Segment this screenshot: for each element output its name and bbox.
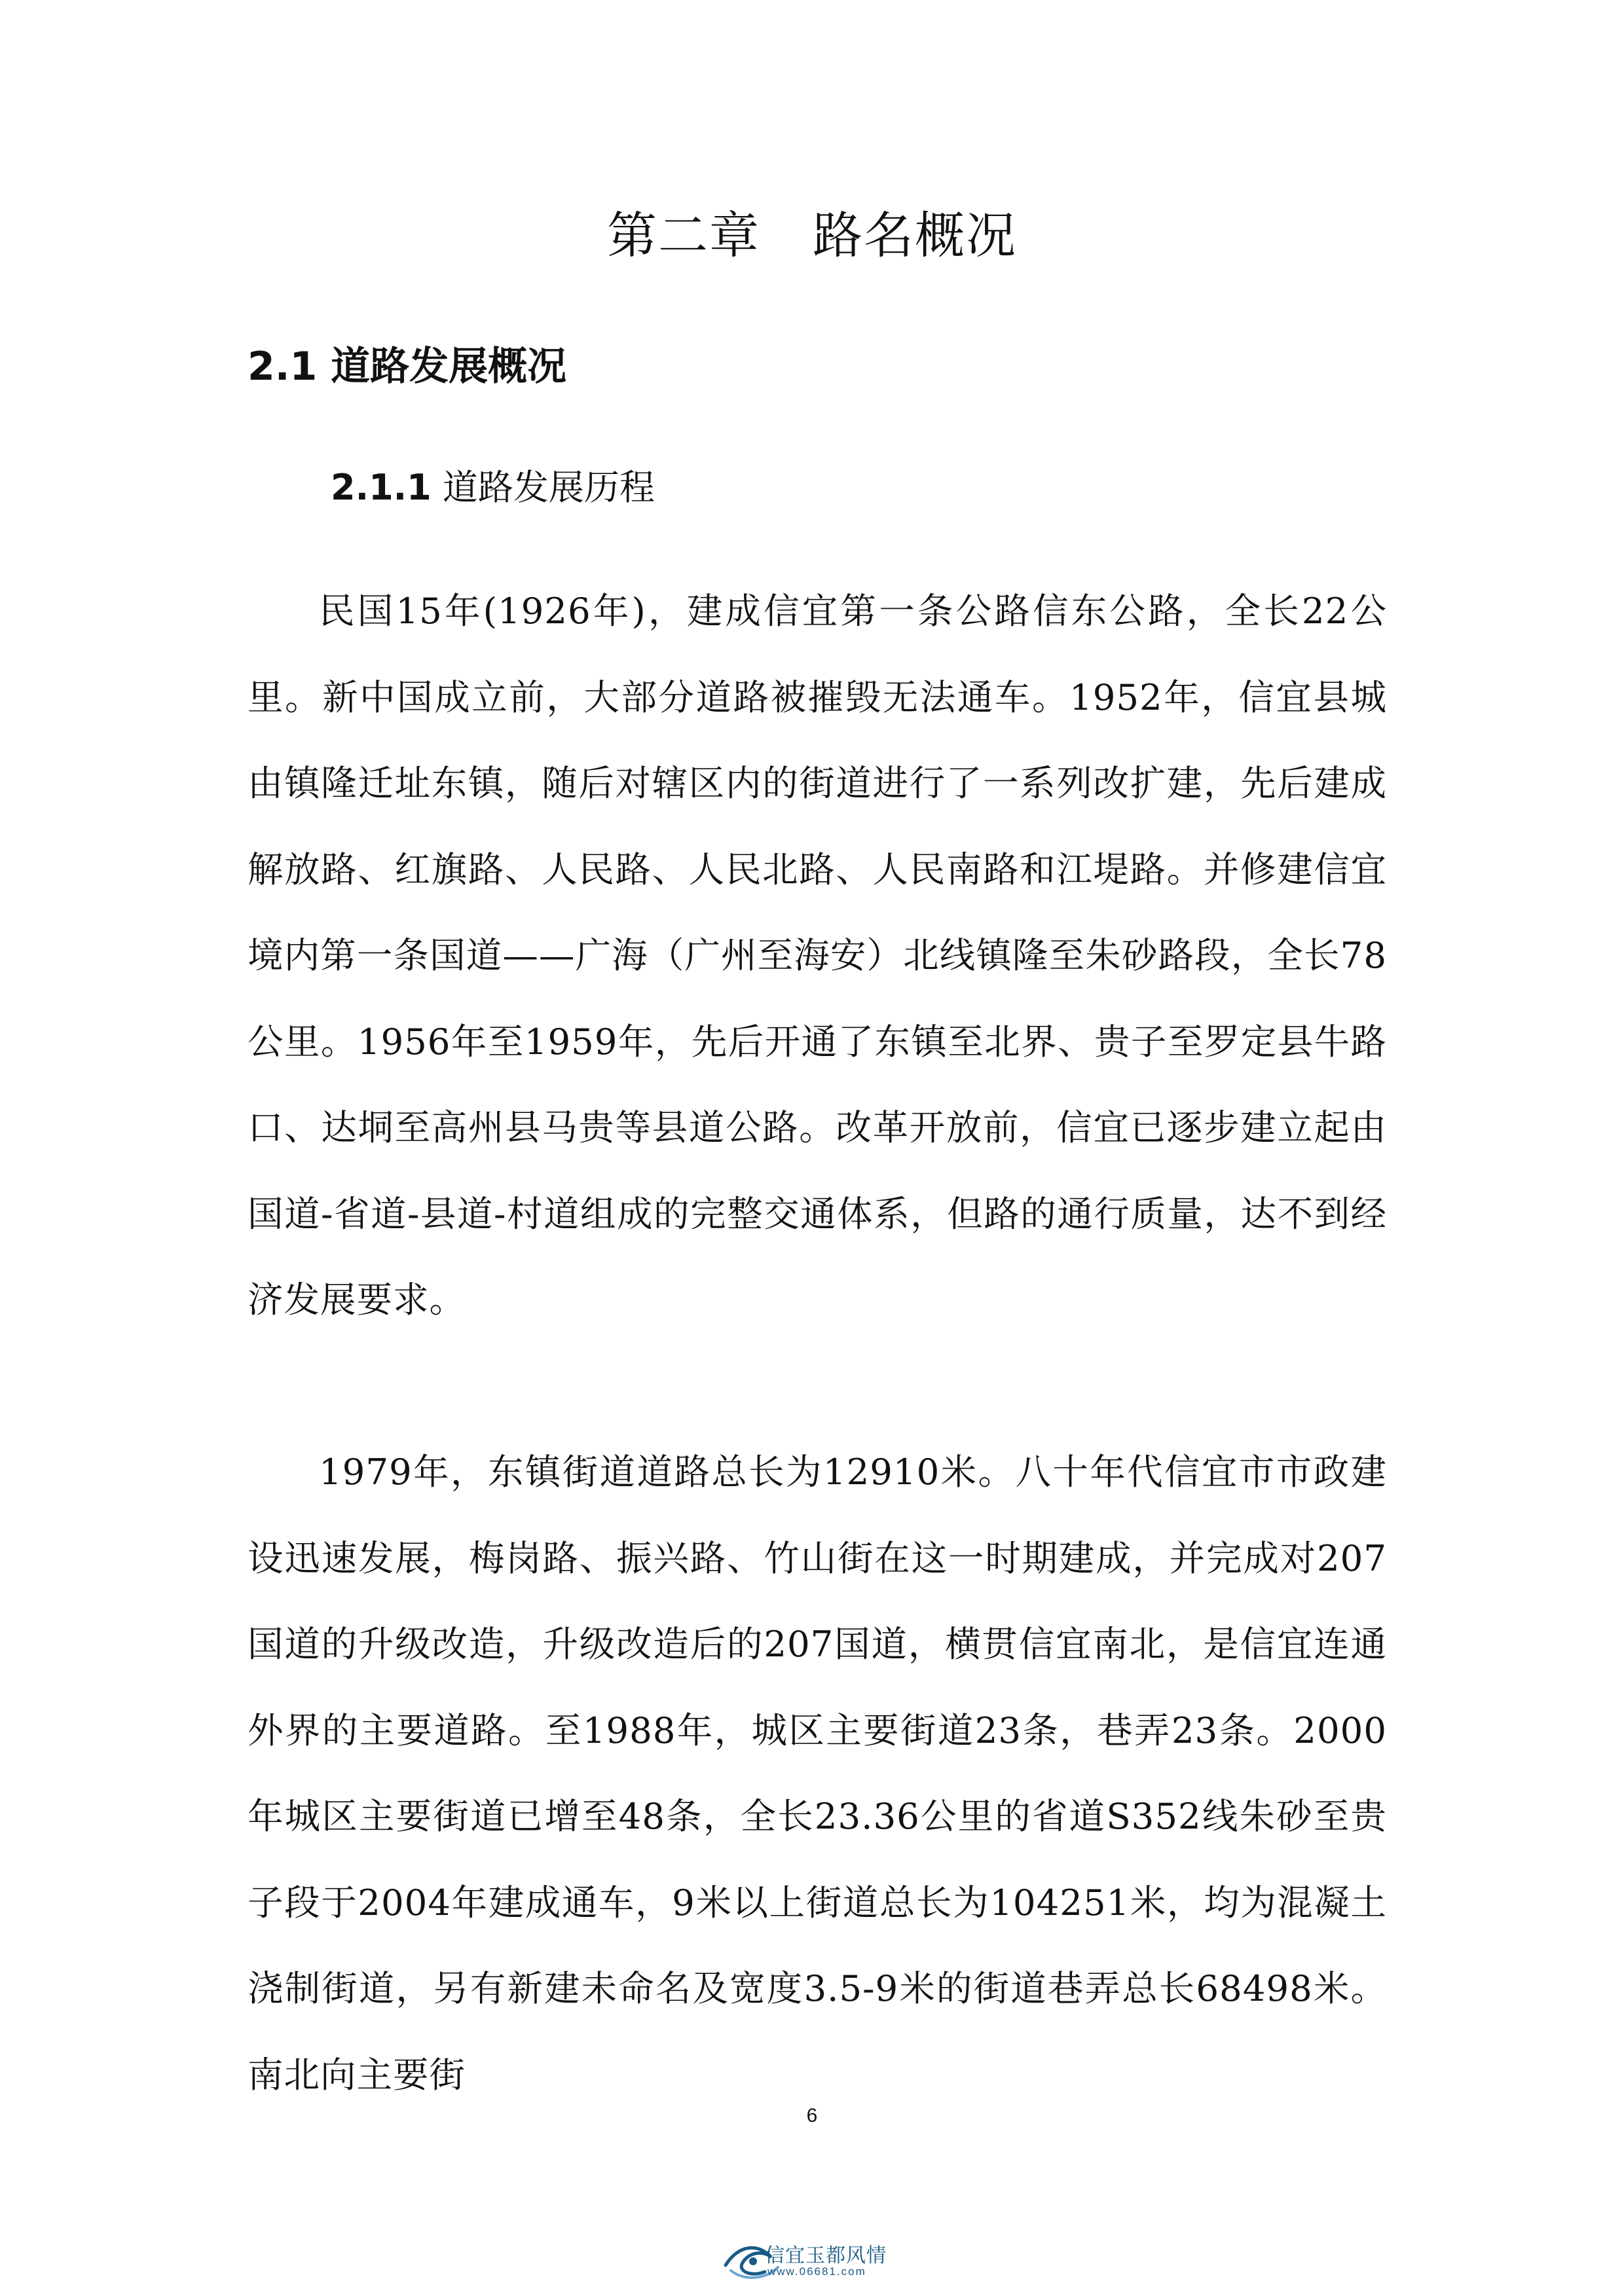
- chapter-label: 第二章: [607, 206, 760, 264]
- section-title: 2.1 道路发展概况: [248, 344, 567, 390]
- watermark-name: 信宜玉都风情: [765, 2244, 887, 2267]
- watermark-url: www.06681.com: [767, 2265, 866, 2278]
- subsection-name: 道路发展历程: [442, 467, 655, 508]
- chapter-name: 路名概况: [813, 206, 1017, 264]
- page-number: 6: [806, 2105, 818, 2126]
- body-paragraph-1: 民国15年(1926年)，建成信宜第一条公路信东公路，全长22公里。新中国成立前，大部分道路被摧毁无法通车。1952年，信宜县城由镇隆迁址东镇，随后对辖区内的街道进行了一系列改扩建，先后建成解放路、红旗路、人民路、人民北路、人民南路和江堤路。并修建信宜境内第一条国道——广海（广州至海安）北线镇隆至朱砂路段，全长78公里。1956年至1959年，先后开通了东镇至北界、贵子至罗定县牛路口、达垌至高州县马贵等县道公路。改革开放前，信宜已逐步建立起由国道-省道-县道-村道组成的完整交通体系，但路的通行质量，达不到经济发展要求。: [248, 590, 1387, 1321]
- body-paragraph-2: 1979年，东镇街道道路总长为12910米。八十年代信宜市市政建设迅速发展，梅岗路、振兴路、竹山街在这一时期建成，并完成对207国道的升级改造，升级改造后的207国道，横贯信宜南北，是信宜连通外界的主要道路。至1988年，城区主要街道23条，巷弄23条。2000年城区主要街道已增至48条，全长23.36公里的省道S352线朱砂至贵子段于2004年建成通车，9米以上街道总长为104251米，均为混凝土浇制街道，另有新建未命名及宽度3.5-9米的街道巷弄总长68498米。南北向主要街: [248, 1451, 1387, 2096]
- subsection-title: [331, 458, 655, 517]
- subsection-number: 2.1.1: [331, 467, 432, 508]
- chapter-title: [0, 200, 1624, 272]
